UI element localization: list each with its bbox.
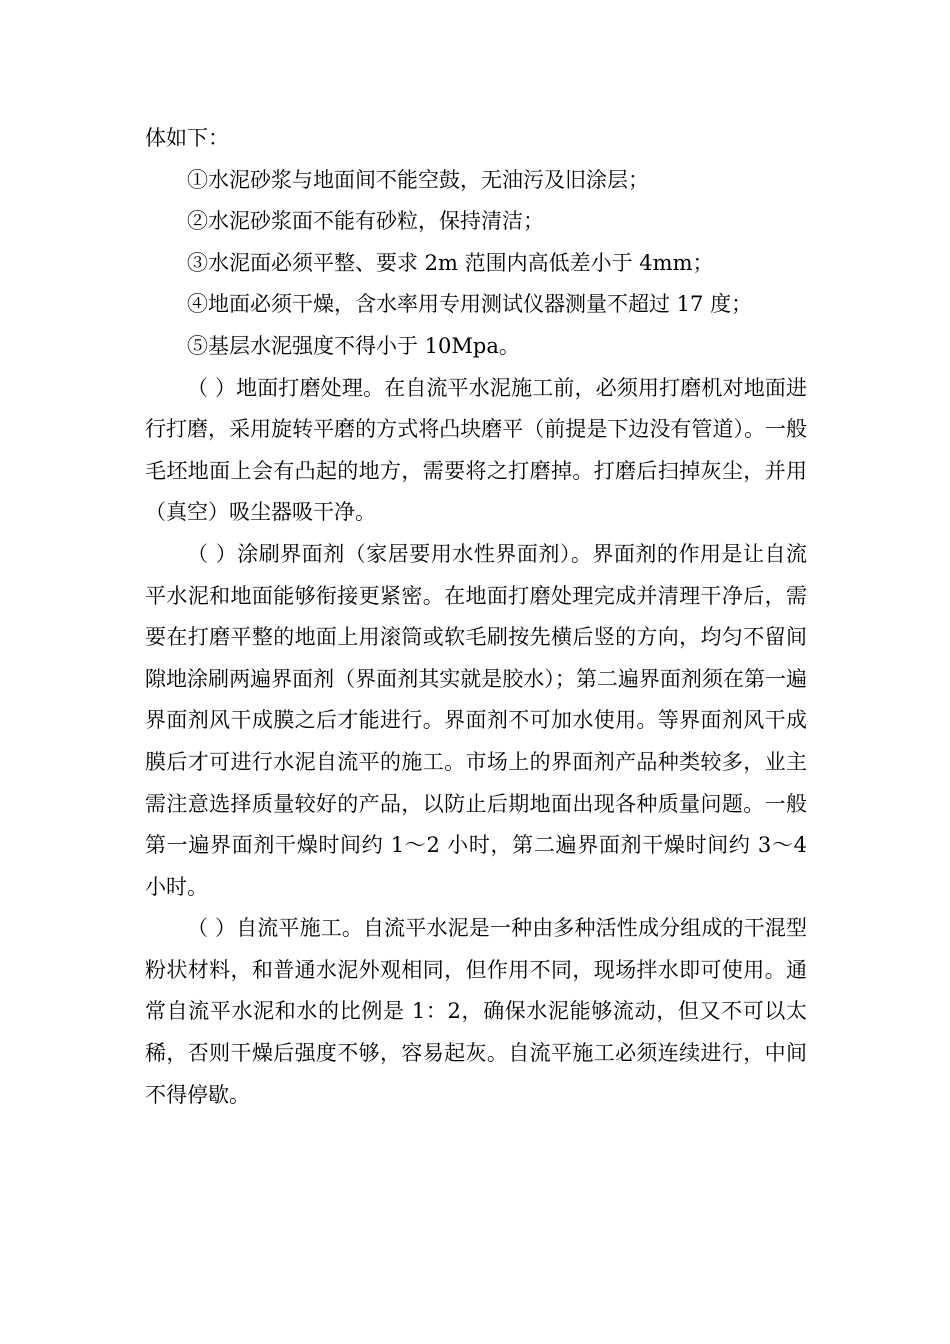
requirement-item: ⑤基层水泥强度不得小于 10Mpa。 (187, 333, 520, 358)
section-self-leveling (145, 908, 807, 1116)
section-heading: 涂刷界面剂（家居要用水性界面剂） (237, 541, 571, 566)
section-number-placeholder: （ ） (187, 375, 237, 400)
requirement-item: ③水泥面必须平整、要求 2m 范围内高低差小于 4mm； (187, 250, 714, 275)
section-primer (145, 534, 807, 908)
section-heading: 地面打磨处理 (236, 375, 364, 400)
section-body: 。界面剂的作用是让自流平水泥和地面能够衔接更紧密。在地面打磨处理完成并清理干净后，需要在打磨平整的地面上用滚筒或软毛刷按先横后竖的方向，均匀不留间隙地涂刷两遍界面剂（界面剂其实就是胶水）；第二遍界面剂须在第一遍界面剂风干成膜之后才能进行。界面剂不可加水使用。等界面剂风干成膜后才可进行水泥自流平的施工。市场上的界面剂产品种类较多，业主需注意选择质量较好的产品，以防止后期地面出现各种质量问题。一般第一遍界面剂干燥时间约 1～2 小时，第二遍界面剂干燥时间约 3～4 小时。 (145, 541, 807, 899)
section-number-placeholder: （ ） (187, 541, 238, 566)
document-body (145, 118, 807, 1116)
section-heading: 自流平施工 (236, 916, 342, 941)
section-number-placeholder: （ ） (187, 916, 237, 941)
section-body: 。在自流平水泥施工前，必须用打磨机对地面进行打磨，采用旋转平磨的方式将凸块磨平（前提是下边没有管道）。一般毛坯地面上会有凸起的地方，需要将之打磨掉。打磨后扫掉灰尘，并用（真空）吸尘器吸干净。 (145, 375, 808, 525)
intro-line: 体如下： (145, 126, 229, 150)
requirement-item: ④地面必须干燥，含水率用专用测试仪器测量不超过 17 度； (187, 292, 753, 317)
section-grinding (145, 368, 807, 534)
requirement-item: ①水泥砂浆与地面间不能空鼓，无油污及旧涂层； (187, 167, 649, 192)
section-body: 。自流平水泥是一种由多种活性成分组成的干混型粉状材料，和普通水泥外观相同，但作用不同，现场拌水即可使用。通常自流平水泥和水的比例是 1：2，确保水泥能够流动，但又不可以太稀，否则干燥后强度不够，容易起灰。自流平施工必须连续进行，中间不得停歇。 (145, 916, 807, 1107)
requirement-item: ②水泥砂浆面不能有砂粒，保持清洁； (187, 209, 544, 234)
